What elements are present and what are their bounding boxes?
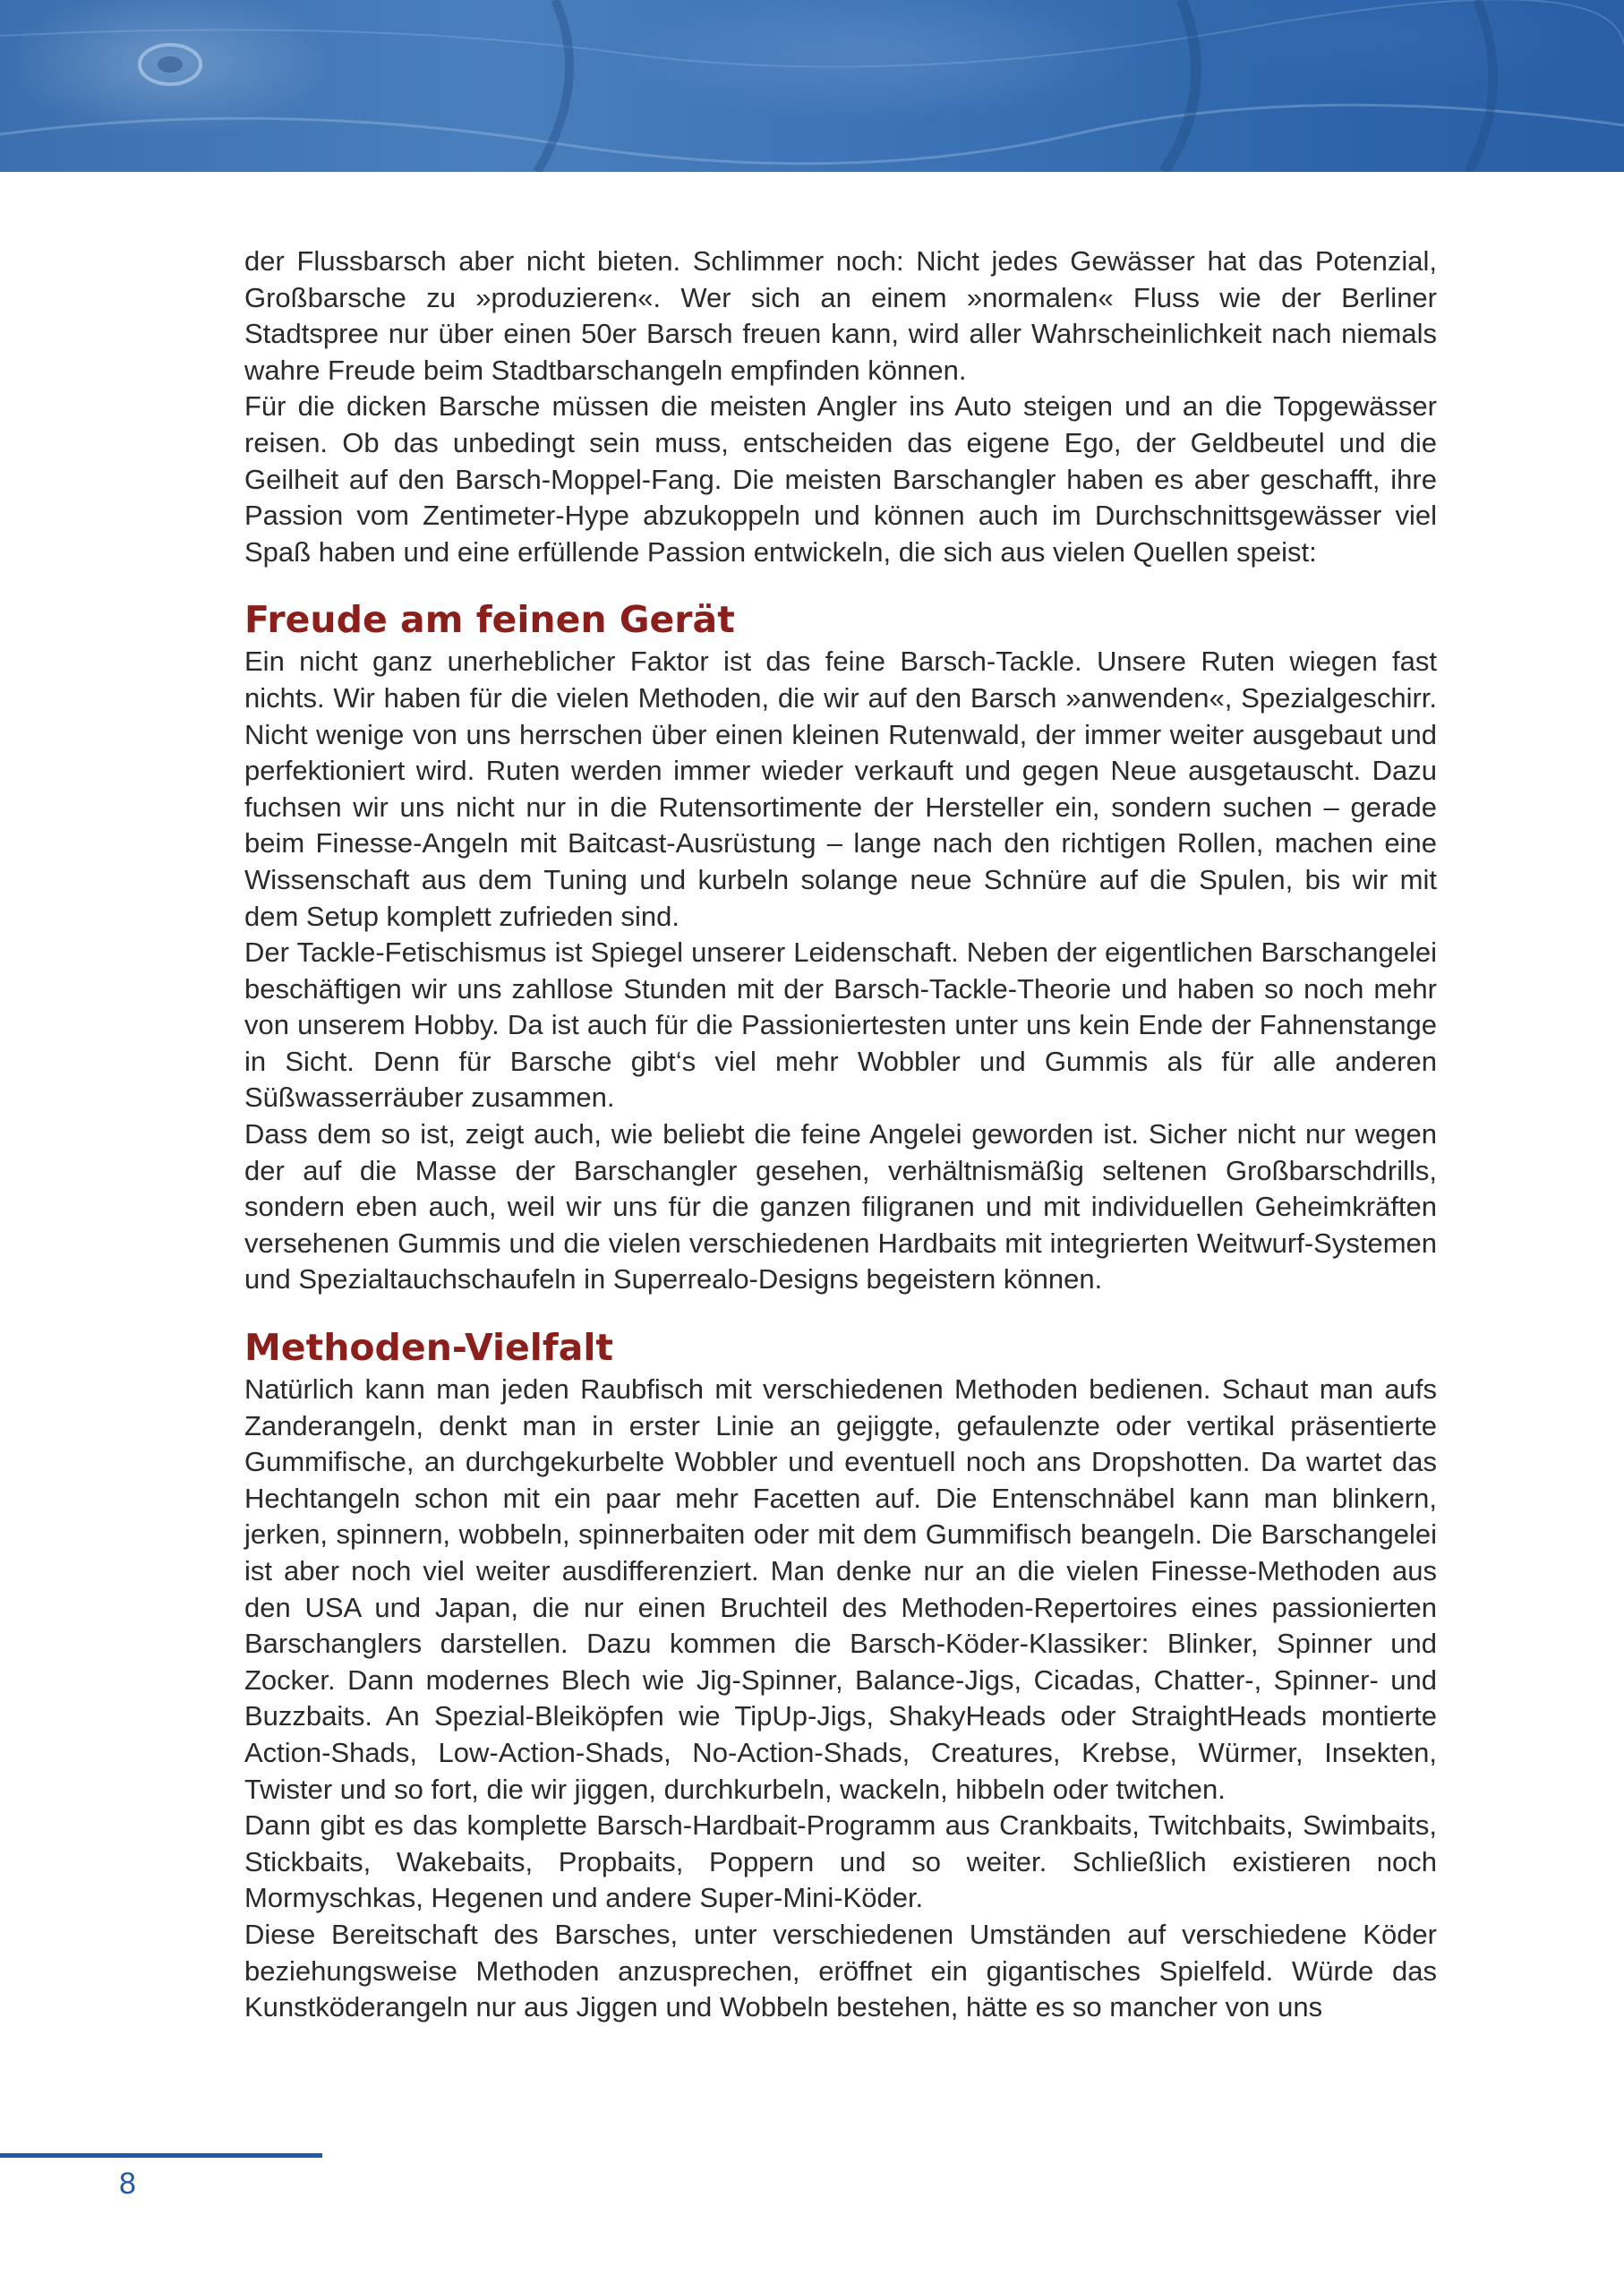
- body-paragraph: Ein nicht ganz unerheblicher Faktor ist das feine Barsch-Tackle. Unsere Ruten wiegen fast nichts. Wir haben für die vielen Methoden, die wir auf den Barsch »anwenden«, Spezialgeschirr. Nicht wenige von uns herrschen über einen kleinen Rutenwald, der immer weiter ausgebaut und perfektioniert wird. Ruten werden immer wieder verkauft und gegen Neue ausgetauscht. Dazu fuchsen wir uns nicht nur in die Rutensortimente der Hersteller ein, sondern suchen – gerade beim Finesse-Angeln mit Baitcast-Ausrüstung – lange nach den richtigen Rollen, machen eine Wissenschaft aus dem Tuning und kurbeln solange neue Schnüre auf die Spulen, bis wir mit dem Setup komplett zufrieden sind.: [244, 646, 1437, 932]
- body-paragraph: Natürlich kann man jeden Raubfisch mit verschiedenen Methoden bedienen. Schaut man aufs Zanderangeln, denkt man in erster Linie an gejiggte, gefaulenzte oder vertikal präsentierte Gummifische, an durchgekurbelte Wobbler und eventuell noch ans Dropshotten. Da wartet das Hechtangeln schon mit ein paar mehr Facetten auf. Die Entenschnäbel kann man blinkern, jerken, spinnern, wobbeln, spinnerbaiten oder mit dem Gummifisch beangeln. Die Barschangelei ist aber noch viel weiter ausdifferenziert. Man denke nur an die vielen Finesse-Methoden aus den USA und Japan, die nur einen Bruchteil des Methoden-Repertoires eines passionierten Barschanglers darstellen. Dazu kommen die Barsch-Köder-Klassiker: Blinker, Spinner und Zocker. Dann modernes Blech wie Jig-Spinner, Balance-Jigs, Cicadas, Chatter-, Spinner- und Buzzbaits. An Spezial-Bleiköpfen wie TipUp-Jigs, ShakyHeads oder StraightHeads montierte Action-Shads, Low-Action-Shads, No-Action-Shads, Creatures, Krebse, Würmer, Insekten, Twister und so fort, die wir jiggen, durchkurbeln, wackeln, hibbeln oder twitchen.: [244, 1373, 1437, 1805]
- body-paragraph: der Flussbarsch aber nicht bieten. Schlimmer noch: Nicht jedes Gewässer hat das Potenzial, Großbarsche zu »produzieren«. Wer sich an einem »normalen« Fluss wie der Berliner Stadtspree nur über einen 50er Barsch freuen kann, wird aller Wahrscheinlichkeit nach niemals wahre Freude beim Stadtbarschangeln empfinden können.: [244, 245, 1437, 386]
- body-paragraph: Der Tackle-Fetischismus ist Spiegel unserer Leidenschaft. Neben der eigentlichen Barschangelei beschäftigen wir uns zahllose Stunden mit der Barsch-Tackle-Theorie und haben so noch mehr von unserem Hobby. Da ist auch für die Passioniertesten unter uns kein Ende der Fahnenstange in Sicht. Denn für Barsche gibt‘s viel mehr Wobbler und Gummis als für alle anderen Süßwasserräuber zusammen.: [244, 936, 1437, 1114]
- article-body: [244, 244, 1437, 2026]
- fish-texture-decoration: [0, 0, 1624, 172]
- body-paragraph: Dass dem so ist, zeigt auch, wie beliebt die feine Angelei geworden ist. Sicher nicht nur wegen der auf die Masse der Barschangler gesehen, verhältnismäßig seltenen Großbarschdrills, sondern eben auch, weil wir uns für die ganzen filigranen und mit individuellen Geheimkräften versehenen Gummis und die vielen verschiedenen Hardbaits mit integrierten Weitwurf-Systemen und Spezialtauchschaufeln in Superrealo-Designs begeistern können.: [244, 1118, 1437, 1296]
- body-paragraph: Diese Bereitschaft des Barsches, unter verschiedenen Umständen auf verschiedene Köder beziehungsweise Methoden anzusprechen, eröffnet ein gigantisches Spielfeld. Würde das Kunstköderangeln nur aus Jiggen und Wobbeln bestehen, hätte es so mancher von uns: [244, 1918, 1437, 2023]
- body-paragraph: Für die dicken Barsche müssen die meisten Angler ins Auto steigen und an die Topgewässer reisen. Ob das unbedingt sein muss, entscheiden das eigene Ego, der Geldbeutel und die Geilheit auf den Barsch-Moppel-Fang. Die meisten Barschangler haben es aber geschafft, ihre Passion vom Zentimeter-Hype abzukoppeln und können auch im Durchschnittsgewässer viel Spaß haben und eine erfüllende Passion entwickeln, die sich aus vielen Quellen speist:: [244, 390, 1437, 568]
- footer-rule: [0, 2153, 322, 2158]
- header-photo-band: [0, 0, 1624, 172]
- body-paragraph: Dann gibt es das komplette Barsch-Hardbait-Programm aus Crankbaits, Twitchbaits, Swimbaits, Stickbaits, Wakebaits, Propbaits, Poppern und so weiter. Schließlich existieren noch Mormyschkas, Hegenen und andere Super-Mini-Köder.: [244, 1809, 1437, 1914]
- page-number: 8: [119, 2167, 136, 2201]
- section-heading: Freude am feinen Gerät: [244, 598, 735, 642]
- section-heading: Methoden-Vielfalt: [244, 1326, 614, 1370]
